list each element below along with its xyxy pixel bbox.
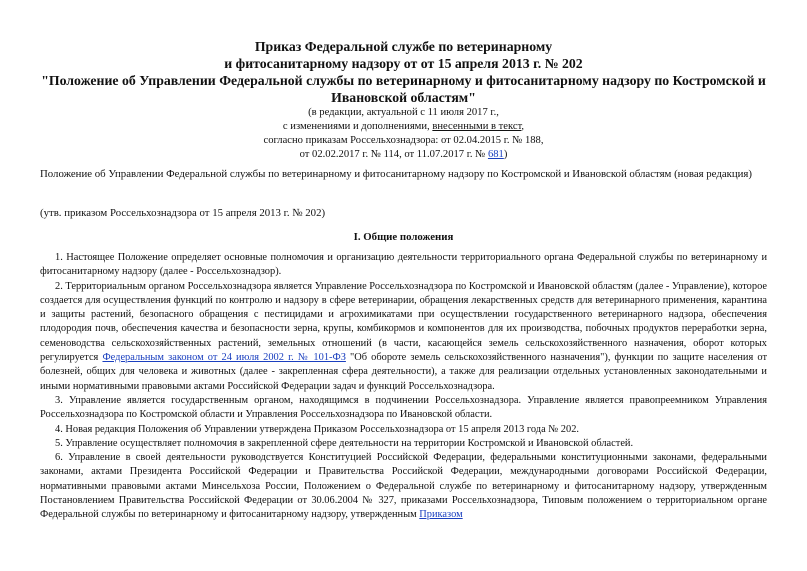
title-line-4: Ивановской областям" [331, 90, 476, 105]
section-heading: I. Общие положения [353, 231, 454, 243]
title-line-2: и фитосанитарному надзору от от 15 апреля 2013 г. № 202 [224, 56, 583, 71]
edition-line-2-end: , [521, 121, 525, 132]
paragraph-2-text: 2. Территориальным органом Россельхознадзора является Управление Россельхознадзора по Костромской и Ивановской областям (далее - Управление), которое создается для осуществления функций по контролю и надзору в сфере ветеринарии, обращения лекарственных средств для ветеринарного применения, карантина и защиты растений, безопасного обращения с пестицидами и агрохимикатами при осуществлении государственного ветеринарного надзора, обеспечения плодородия почв, обеспечения качества и безопасности зерна, крупы, комбикормов и компонентов для их производства, побочных продуктов переработки зерна, семеноводства сельскохозяйственных растений, земельных отношений (в части, касающейся земель сельскохозяйственного назначения, оборот которых регулируется [40, 280, 767, 364]
edition-line-2-text: с изменениями и дополнениями, [282, 121, 433, 132]
paragraph-2 [40, 280, 767, 394]
intro-title: Положение об Управлении Федеральной службы по ветеринарному и фитосанитарному надзору по Костромской и Ивановской областям (новая редакция) [40, 168, 752, 180]
paragraph-6-text: 6. Управление в своей деятельности руководствуется Конституцией Российской Федерации, федеральными конституционными законами, федеральными законами, актами Президента Российской Федерации и Правительства Российской Федерации, международными договорами Российской Федерации, нормативными правовыми актами Минсельхоза России, Положением о Федеральной службе по ветеринарному и фитосанитарному надзору, утвержденным Постановлением Правительства Российской Федерации от 30.06.2004 № 327, приказами Россельхознадзора, Типовым положением о территориальном органе Федеральной службы по ветеринарному и фитосанитарному надзору, утвержденным [40, 452, 767, 521]
paragraph-6 [40, 451, 767, 522]
document-header [0, 38, 807, 162]
inserted-in-text-underline: внесенными в текст [432, 121, 522, 132]
edition-line-1: (в редакции, актуальной с 11 июля 2017 г., [308, 107, 499, 118]
paragraph-5: 5. Управление осуществляет полномочия в закрепленной сфере деятельности на территории Костромской и Ивановской областей. [55, 437, 634, 449]
edition-line-4-text: от 02.02.2017 г. № 114, от 11.07.2017 г. № [299, 149, 488, 160]
order-681-link[interactable]: 681 [487, 149, 504, 160]
intro-approved: (утв. приказом Россельхознадзора от 15 апреля 2013 г. № 202) [40, 207, 326, 219]
paragraph-1: 1. Настоящее Положение определяет основные полномочия и организацию деятельности территориального органа Федеральной службы по ветеринарному и фитосанитарному надзору (далее - Россельхознадзор). [40, 252, 767, 278]
edition-line-4-end: ) [503, 149, 508, 160]
paragraph-3: 3. Управление является государственным органом, находящимся в подчинении Россельхознадзора. Управление является правопреемником Управления Россельхознадзора по Костромской области и Управления Россельхознадзора по Ивановской области. [40, 394, 767, 421]
edition-line-2 [0, 120, 807, 134]
edition-line-4 [0, 148, 807, 162]
title-line-3: "Положение об Управлении Федеральной службы по ветеринарному и фитосанитарному надзору по Костромской и [41, 73, 766, 88]
paragraph-2-rest: "Об обороте земель сельскохозяйственного назначения"), функции по защите населения от болезней, общих для человека и животных (далее - закрепленная сфера деятельности), а также для реализации отдельных установленных законодательными и иными нормативными правовыми актами Российской Федерации задач и функций Россельхознадзора. [40, 352, 767, 392]
title-line-1: Приказ Федеральной службе по ветеринарному [254, 39, 553, 54]
section-body [40, 251, 767, 523]
edition-line-3: согласно приказам Россельхознадзора: от 02.04.2015 г. № 188, [263, 135, 544, 146]
order-link[interactable]: Приказом [419, 509, 463, 521]
federal-law-101-link[interactable]: Федеральным законом от 24 июля 2002 г. № 101-ФЗ [102, 352, 346, 364]
paragraph-4: 4. Новая редакция Положения об Управлении утверждена Приказом Россельхознадзора от 15 апреля 2013 года № 202. [55, 423, 579, 435]
